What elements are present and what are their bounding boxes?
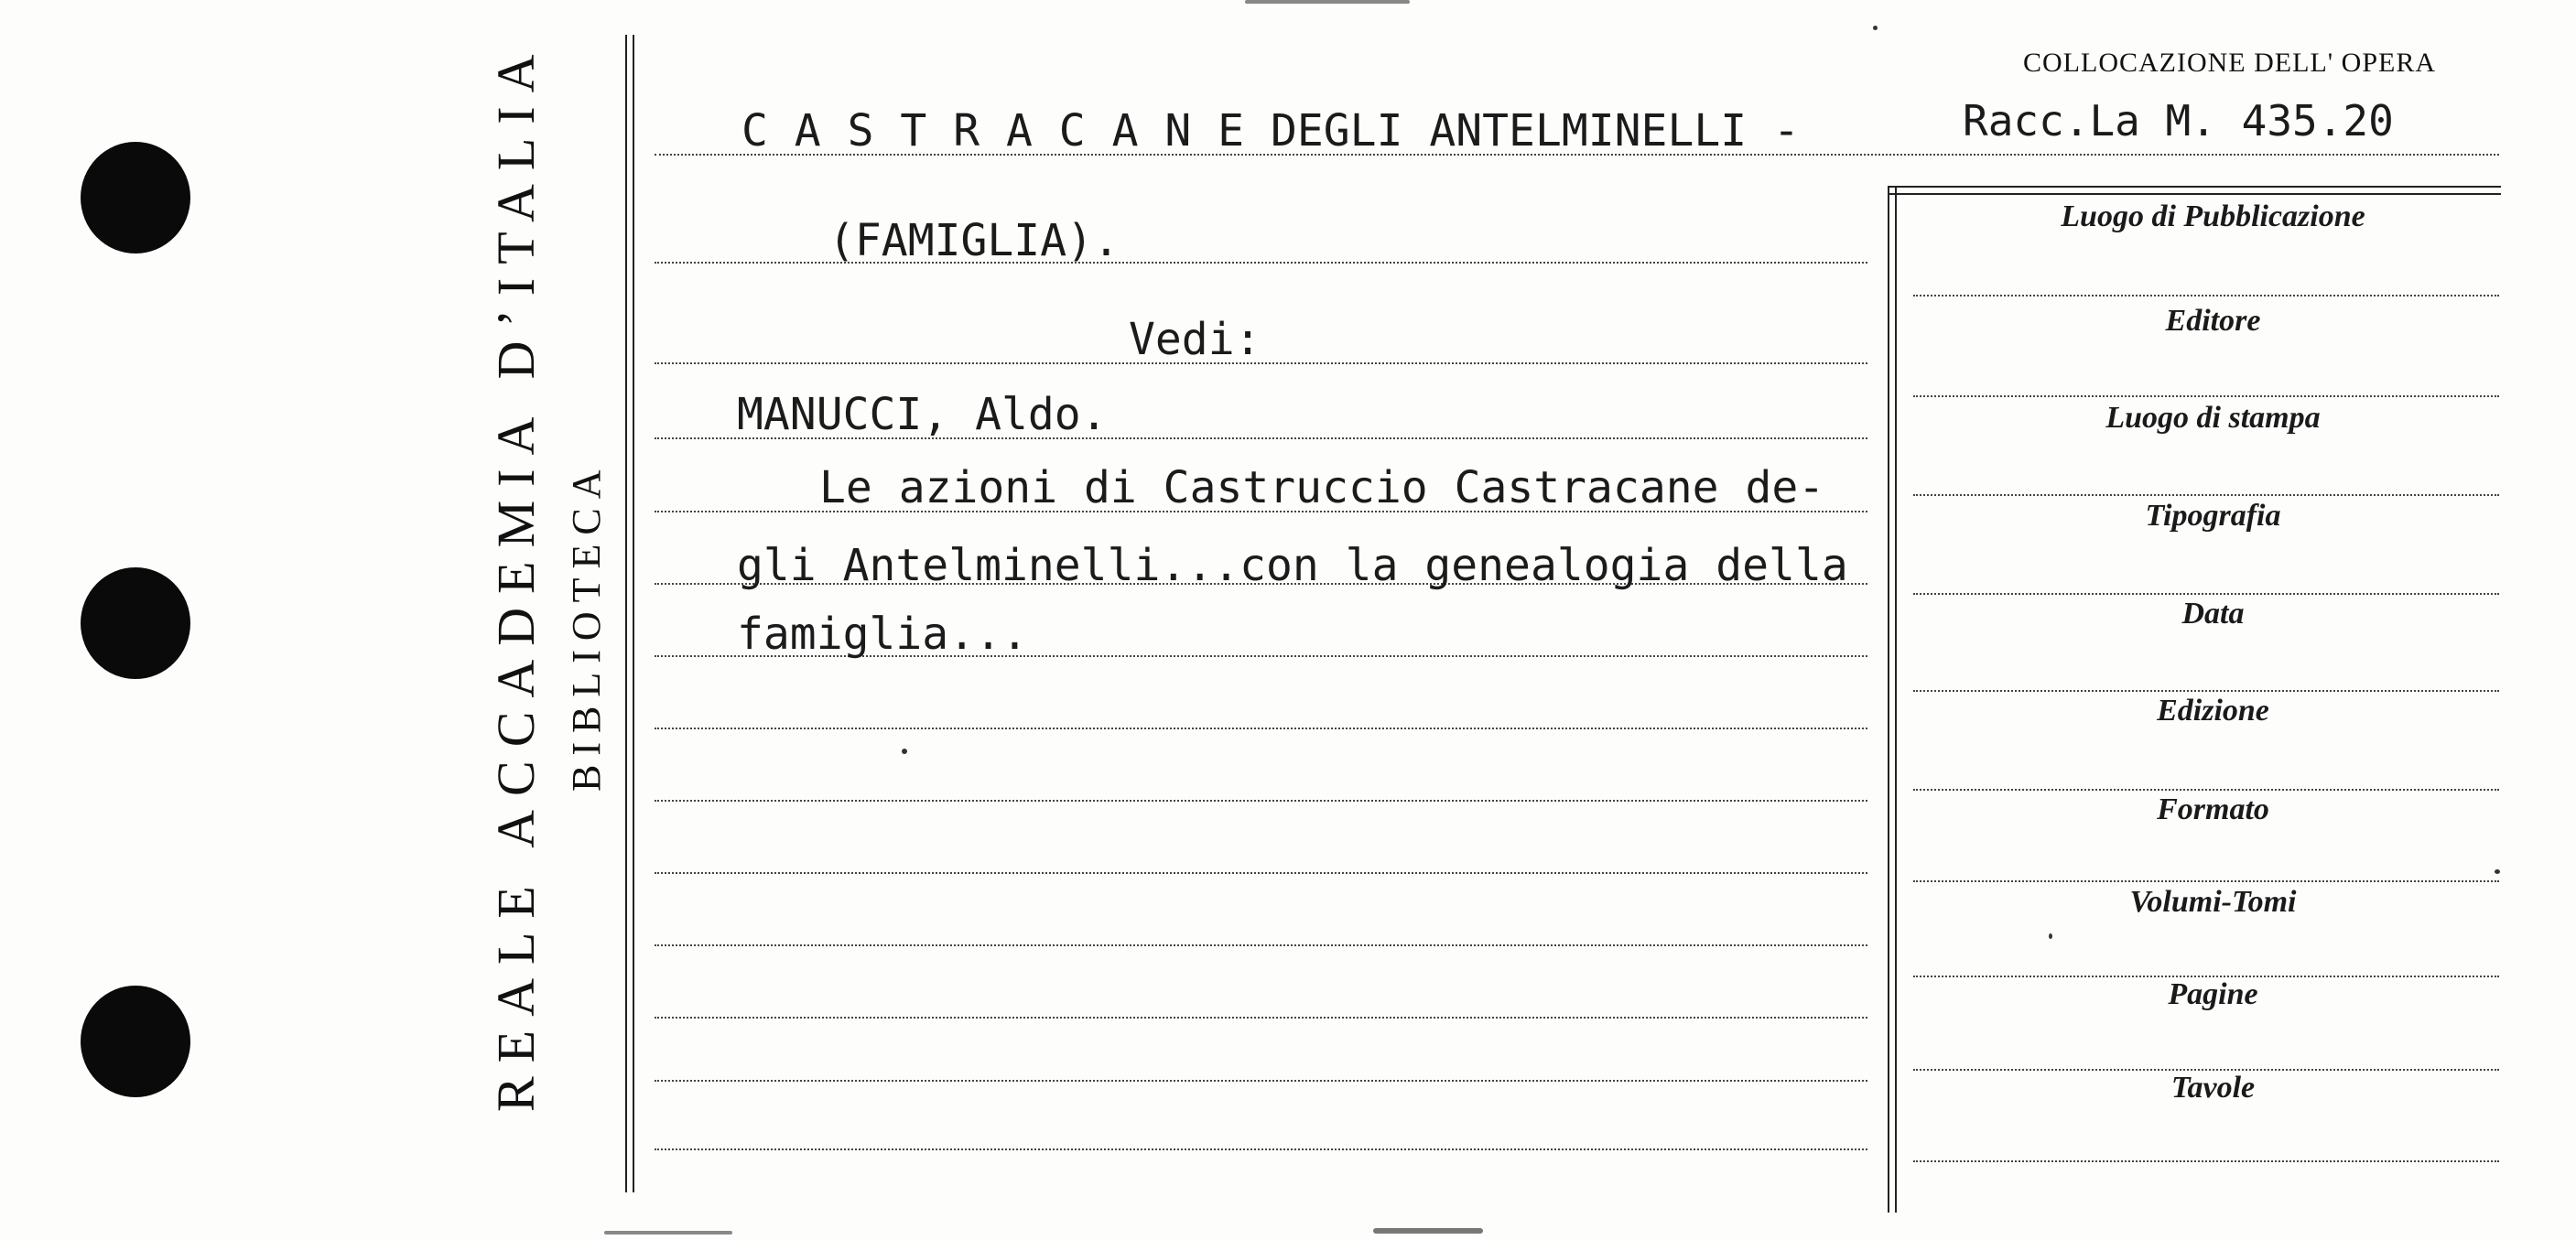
field-rule bbox=[1913, 395, 2499, 397]
left-border-rule-inner bbox=[633, 35, 634, 1192]
field-formato: Formato bbox=[2157, 793, 2269, 826]
field-edizione: Edizione bbox=[2157, 694, 2269, 728]
field-rule bbox=[1913, 593, 2499, 595]
right-panel-top-rule bbox=[1888, 186, 2501, 188]
field-pagine: Pagine bbox=[2168, 977, 2258, 1011]
ink-speck bbox=[2495, 869, 2500, 874]
field-editore: Editore bbox=[2165, 304, 2261, 338]
ink-speck bbox=[2049, 933, 2052, 939]
heading-line: C A S T R A C A N E DEGLI ANTELMINELLI - bbox=[741, 105, 1800, 156]
ruled-line bbox=[655, 872, 1867, 874]
collocazione-label: COLLOCAZIONE DELL' OPERA bbox=[2023, 48, 2437, 78]
institution-name: REALE ACCADEMIA D’ITALIA bbox=[486, 40, 546, 1112]
left-border-rule bbox=[625, 35, 627, 1192]
punch-hole-bottom bbox=[81, 986, 190, 1097]
author-line: MANUCCI, Aldo. bbox=[737, 389, 1108, 440]
field-rule bbox=[1913, 690, 2499, 692]
field-rule bbox=[1913, 789, 2499, 791]
edge-mark bbox=[1245, 0, 1410, 4]
title-line: Le azioni di Castruccio Castracane de- bbox=[819, 462, 1825, 513]
field-volumi-tomi: Volumi-Tomi bbox=[2129, 885, 2297, 919]
ruled-line bbox=[655, 1017, 1867, 1019]
right-panel-rule-inner bbox=[1895, 188, 1897, 1213]
ruled-line bbox=[655, 1080, 1867, 1082]
ink-speck bbox=[902, 749, 907, 754]
see-reference: Vedi: bbox=[1129, 314, 1261, 365]
ruled-line bbox=[655, 728, 1867, 729]
library-name: BIBLIOTECA bbox=[564, 460, 609, 792]
punch-hole-middle bbox=[81, 567, 190, 679]
title-line: famiglia... bbox=[737, 609, 1028, 660]
field-data: Data bbox=[2181, 597, 2245, 631]
ruled-line bbox=[655, 1148, 1867, 1150]
ruled-line bbox=[655, 800, 1867, 802]
field-tavole: Tavole bbox=[2170, 1071, 2256, 1105]
shelfmark: Racc.La M. 435.20 bbox=[1963, 96, 2394, 146]
field-rule bbox=[1913, 295, 2499, 297]
heading-line: (FAMIGLIA). bbox=[828, 215, 1120, 266]
field-rule bbox=[1913, 880, 2499, 882]
right-panel-top-rule-inner bbox=[1888, 193, 2501, 195]
title-line: gli Antelminelli...con la genealogia della bbox=[737, 540, 1848, 591]
edge-mark bbox=[1373, 1228, 1483, 1234]
ruled-line bbox=[655, 362, 1867, 364]
field-luogo-pubblicazione: Luogo di Pubblicazione bbox=[2061, 199, 2365, 233]
field-luogo-stampa: Luogo di stampa bbox=[2105, 401, 2321, 435]
right-panel-rule bbox=[1888, 188, 1889, 1213]
field-rule bbox=[1913, 494, 2499, 496]
ink-speck bbox=[1873, 26, 1878, 30]
field-rule bbox=[1913, 1160, 2499, 1162]
punch-hole-top bbox=[81, 142, 190, 253]
field-tipografia: Tipografia bbox=[2145, 499, 2281, 533]
ruled-line bbox=[655, 944, 1867, 946]
edge-mark bbox=[604, 1231, 732, 1235]
